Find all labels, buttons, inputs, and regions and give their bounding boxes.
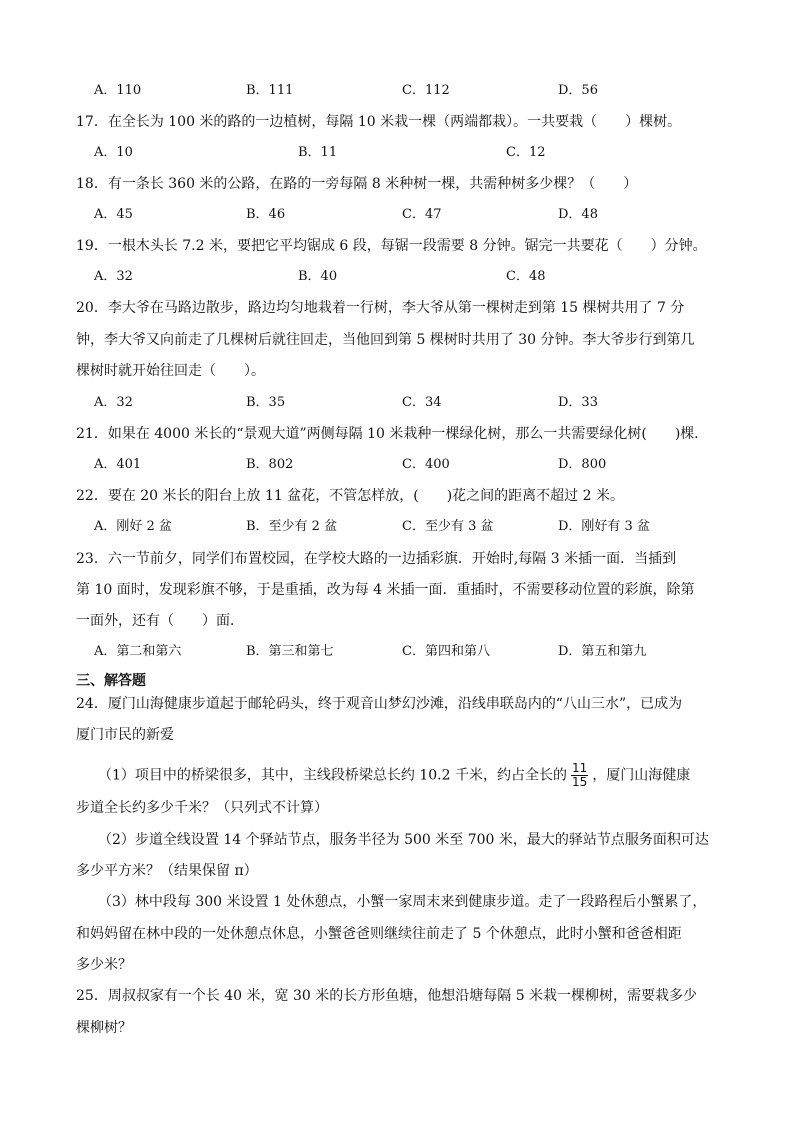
q25-line-1: 25．周叔叔家有一个长 40 米，宽 30 米的长方形鱼塘，他想沿塘每隔 5 米栽一棵柳树，需要栽多少: [76, 988, 698, 1004]
q22-text: 22．要在 20 米长的阳台上放 11 盆花，不管怎样放，( )花之间的距离不超过 2 米。: [76, 488, 624, 504]
q18-option-b: B．46: [246, 207, 286, 222]
q24-part-2-line-1: （2）步道全线设置 14 个驿站节点，服务半径为 500 米至 700 米，最大的驿站节点服务面积可达: [98, 832, 709, 848]
q16-option-d: D．56: [558, 83, 598, 98]
fraction-eleven-fifteenths: [571, 762, 588, 789]
q19-option-b: B．40: [298, 269, 338, 284]
q22-option-b: B．至少有 2 盆: [246, 519, 338, 534]
q24-part-1-text-after: ，厦门山海健康: [592, 767, 691, 784]
q21-option-c: C．400: [402, 457, 450, 472]
q23-option-d: D．第五和第九: [558, 644, 647, 659]
q16-options: [94, 81, 734, 101]
q20-options: [94, 393, 734, 413]
q18-option-d: D．48: [558, 207, 598, 222]
q22-options: [94, 517, 734, 537]
q20-option-d: D．33: [558, 395, 598, 410]
q21-options: [94, 455, 734, 475]
q24-part-1-text-before: （1）项目中的桥梁很多，其中，主线段桥梁总长约 10.2 千米，约占全长的: [98, 767, 567, 784]
q24-part-3-line-3: 多少米？: [76, 957, 132, 973]
q20-line-1: 20．李大爷在马路边散步，路边均匀地栽着一行树，李大爷从第一棵树走到第 15 棵树共用了 7 分: [76, 300, 685, 316]
q24-part-2-line-2: 多少平方米？（结果保留 π）: [76, 863, 258, 879]
q23-line-3: 一面外，还有（ ）面．: [76, 613, 244, 629]
q19-text: 19．一根木头长 7.2 米，要把它平均锯成 6 段，每锯一段需要 8 分钟。锯完一共要花（ ）分钟。: [76, 238, 707, 254]
q19-option-a: A．32: [94, 269, 133, 284]
q23-option-b: B．第三和第七: [246, 644, 334, 659]
q16-option-a: A．110: [94, 83, 142, 98]
q18-option-c: C．47: [402, 207, 442, 222]
q24-intro-line-2: 厦门市民的新爱: [76, 727, 174, 743]
q25-line-2: 棵柳树？: [76, 1020, 132, 1036]
q22-option-c: C．至少有 3 盆: [402, 519, 494, 534]
q17-options: [94, 143, 734, 163]
q17-text: 17．在全长为 100 米的路的一边植树，每隔 10 米栽一棵（两端都栽）。一共要栽（ ）棵树。: [76, 114, 682, 130]
fraction-numerator: 11: [571, 761, 588, 775]
q21-option-a: A．401: [94, 457, 142, 472]
q21-text: 21．如果在 4000 米长的“景观大道”两侧每隔 10 米栽种一棵绿化树，那么一共需要绿化树( )棵．: [76, 426, 709, 442]
q24-part-1-line-1: [98, 762, 738, 789]
q16-option-b: B．111: [246, 83, 294, 98]
section-3-heading: 三、解答题: [76, 673, 146, 689]
q20-option-a: A．32: [94, 395, 133, 410]
q19-options: [94, 267, 734, 287]
q18-text: 18．有一条长 360 米的公路，在路的一旁每隔 8 米种树一棵，共需种树多少棵？（ ）: [76, 176, 638, 192]
q17-option-b: B．11: [298, 145, 338, 160]
q21-option-d: D．800: [558, 457, 607, 472]
q23-line-2: 第 10 面时，发现彩旗不够，于是重插，改为每 4 米插一面．重插时，不需要移动位置的彩旗，除第: [76, 582, 695, 598]
q20-option-b: B．35: [246, 395, 286, 410]
q16-option-c: C．112: [402, 83, 450, 98]
fraction-denominator: 15: [571, 775, 588, 789]
q23-option-a: A．第二和第六: [94, 644, 182, 659]
q24-intro-line-1: 24．厦门山海健康步道起于邮轮码头，终于观音山梦幻沙滩，沿线串联岛内的“八山三水”，已成为: [76, 696, 683, 712]
q21-option-b: B．802: [246, 457, 294, 472]
q22-option-a: A．刚好 2 盆: [94, 519, 172, 534]
q20-line-2: 钟，李大爷又向前走了几棵树后就往回走，当他回到第 5 棵树时共用了 30 分钟。李大爷步行到第几: [76, 332, 695, 348]
q18-options: [94, 205, 734, 225]
q20-option-c: C．34: [402, 395, 442, 410]
q23-options: [94, 642, 734, 662]
q17-option-a: A．10: [94, 145, 133, 160]
q24-part-1-line-2: 步道全长约多少千米？（只列式不计算）: [76, 800, 328, 816]
q23-line-1: 23．六一节前夕，同学们布置校园，在学校大路的一边插彩旗．开始时,每隔 3 米插一面．当插到: [76, 551, 677, 567]
q19-option-c: C．48: [506, 269, 546, 284]
q23-option-c: C．第四和第八: [402, 644, 490, 659]
q20-line-3: 棵树时就开始往回走（ ）。: [76, 363, 265, 379]
q24-part-3-line-2: 和妈妈留在林中段的一处休憩点休息，小蟹爸爸则继续往前走了 5 个休憩点，此时小蟹和爸爸相距: [76, 926, 682, 942]
q22-option-d: D．刚好有 3 盆: [558, 519, 650, 534]
q18-option-a: A．45: [94, 207, 133, 222]
q17-option-c: C．12: [506, 145, 546, 160]
q24-part-3-line-1: （3）林中段每 300 米设置 1 处休憩点，小蟹一家周末来到健康步道。走了一段路程后小蟹累了，: [98, 894, 707, 910]
